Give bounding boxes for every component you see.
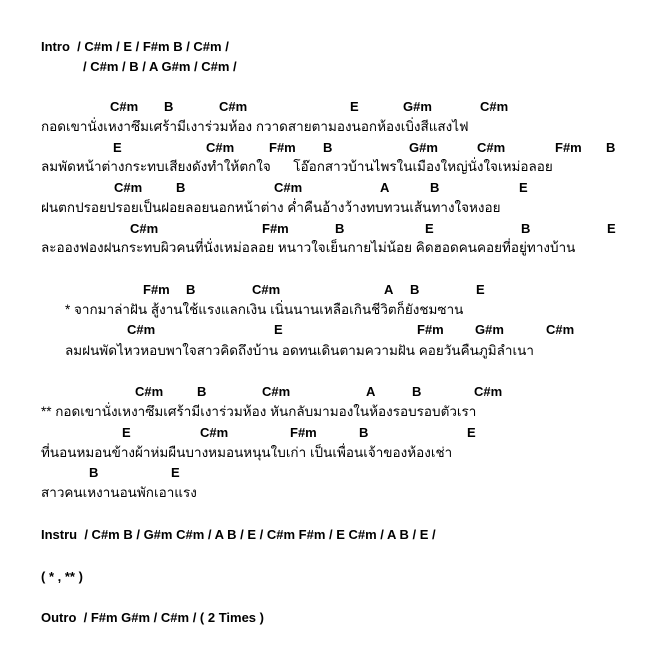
chord: E bbox=[274, 322, 283, 337]
chord: C#m bbox=[110, 99, 139, 114]
lyric-line: ละอองฟองฝนกระทบผิวคนที่นั่งเหม่อลอย หนาวใจเย็นกายไม่น้อย คิดฮอดคนคอยที่อยู่ทางบ้าน bbox=[41, 240, 576, 255]
lyric-line: ลมฝนพัดไหวหอบพาใจสาวคิดถึงบ้าน อดทนเดินตามความฝัน คอยวันคืนภูมิลำเนา bbox=[65, 343, 534, 358]
lyric-line: ** กอดเขานั่งเหงาซึมเศร้ามีเงาร่วมห้อง หันกลับมามองในห้องรอบรอบตัวเรา bbox=[41, 404, 477, 419]
chord: E bbox=[171, 465, 180, 480]
chord: C#m bbox=[127, 322, 156, 337]
chord: C#m bbox=[546, 322, 575, 337]
chord: A bbox=[384, 282, 394, 297]
chord: F#m bbox=[269, 140, 296, 155]
chord: E bbox=[122, 425, 131, 440]
chord: F#m bbox=[143, 282, 170, 297]
chord: C#m bbox=[135, 384, 164, 399]
chord: B bbox=[412, 384, 422, 399]
chord: C#m bbox=[252, 282, 281, 297]
chord: B bbox=[176, 180, 186, 195]
chord: C#m bbox=[274, 180, 303, 195]
chord: E bbox=[607, 221, 616, 236]
lyric-line: สาวคนเหงานอนพักเอาแรง bbox=[41, 485, 197, 500]
lyric-line: * จากมาล่าฝัน สู้งานใช้แรงแลกเงิน เนิ่นนานเหลือเกินชีวิตก็ยังชมซาน bbox=[65, 302, 464, 317]
lyric-line: กอดเขานั่งเหงาซึมเศร้ามีเงาร่วมห้อง กวาดสายตามองนอกห้องเบิ่งสีแสงไฟ bbox=[41, 119, 469, 134]
chord: C#m bbox=[130, 221, 159, 236]
lyric-line: ลมพัดหน้าต่างกระทบเสียงดังทำให้ตกใจ โอ๊อกสาวบ้านไพรในเมืองใหญ่นั่งใจเหม่อลอย bbox=[41, 159, 553, 174]
chord: E bbox=[519, 180, 528, 195]
chord: B bbox=[323, 140, 333, 155]
chord: G#m bbox=[409, 140, 438, 155]
chord: B bbox=[410, 282, 420, 297]
lyric-line: ที่นอนหมอนข้างผ้าห่มผืนบางหมอนหนุนใบเก่า เป็นเพื่อนเจ้าของห้องเช่า bbox=[41, 445, 453, 460]
chord: C#m bbox=[206, 140, 235, 155]
chord: B bbox=[606, 140, 616, 155]
chord: F#m bbox=[262, 221, 289, 236]
chord: E bbox=[425, 221, 434, 236]
chord: E bbox=[476, 282, 485, 297]
chord: B bbox=[186, 282, 196, 297]
chord: B bbox=[335, 221, 345, 236]
intro-line-1: Intro / C#m / E / F#m B / C#m / bbox=[41, 39, 229, 54]
chord: E bbox=[350, 99, 359, 114]
lyric-line: ฝนตกปรอยปรอยเป็นฝอยลอยนอกหน้าต่าง ค่ำคืนอ้างว้างทบทวนเส้นทางใจหงอย bbox=[41, 200, 501, 215]
chord: F#m bbox=[290, 425, 317, 440]
chord: B bbox=[197, 384, 207, 399]
chord: G#m bbox=[475, 322, 504, 337]
chord: E bbox=[113, 140, 122, 155]
chord: F#m bbox=[417, 322, 444, 337]
outro-line: Outro / F#m G#m / C#m / ( 2 Times ) bbox=[41, 610, 264, 625]
chord: C#m bbox=[477, 140, 506, 155]
chord: B bbox=[89, 465, 99, 480]
chord: C#m bbox=[262, 384, 291, 399]
chord: F#m bbox=[555, 140, 582, 155]
repeat-marker: ( * , ** ) bbox=[41, 569, 83, 584]
chord: A bbox=[366, 384, 376, 399]
chord: C#m bbox=[219, 99, 248, 114]
chord: B bbox=[430, 180, 440, 195]
chord: C#m bbox=[474, 384, 503, 399]
instru-line: Instru / C#m B / G#m C#m / A B / E / C#m F#m / E C#m / A B / E / bbox=[41, 527, 436, 542]
chord: C#m bbox=[480, 99, 509, 114]
chord: G#m bbox=[403, 99, 432, 114]
chord: B bbox=[521, 221, 531, 236]
chord: C#m bbox=[114, 180, 143, 195]
chord: B bbox=[359, 425, 369, 440]
chord: A bbox=[380, 180, 390, 195]
chord: E bbox=[467, 425, 476, 440]
chord: C#m bbox=[200, 425, 229, 440]
intro-line-2: / C#m / B / A G#m / C#m / bbox=[83, 59, 237, 74]
chord: B bbox=[164, 99, 174, 114]
